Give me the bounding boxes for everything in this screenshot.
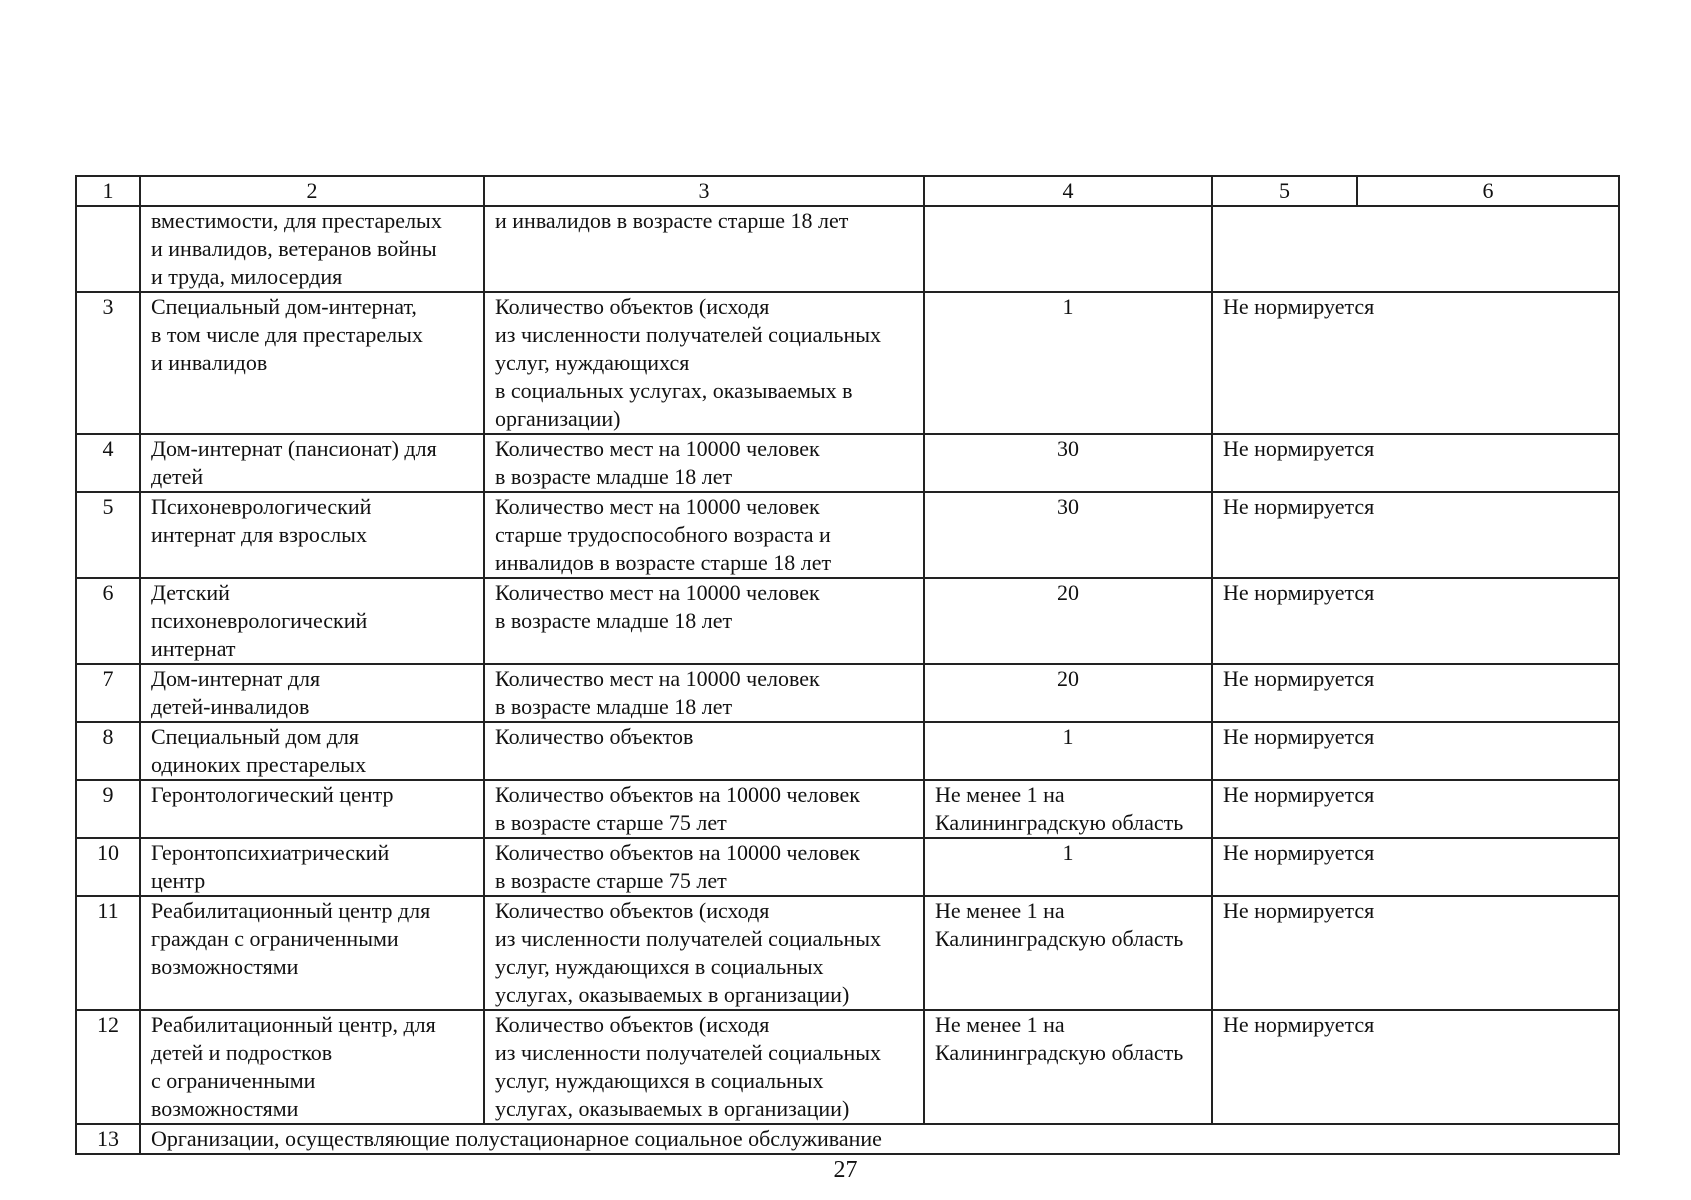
table-row xyxy=(76,292,1619,434)
value-cell: 30 xyxy=(924,434,1212,492)
indicator-cell: Количество мест на 10000 человек в возрасте младше 18 лет xyxy=(484,664,924,722)
norm-cell: Не нормируется xyxy=(1212,780,1619,838)
value-cell: 30 xyxy=(924,492,1212,578)
page-number: 27 xyxy=(833,1157,858,1183)
row-number-cell: 10 xyxy=(76,838,140,896)
norm-cell: Не нормируется xyxy=(1212,1010,1619,1124)
table-row xyxy=(76,896,1619,1010)
row-number-cell: 5 xyxy=(76,492,140,578)
table-row xyxy=(76,838,1619,896)
table-row xyxy=(76,1010,1619,1124)
table-row xyxy=(76,492,1619,578)
indicator-cell: Количество объектов (исходя из численности получателей социальных услуг, нуждающихся в социальных услугах, оказываемых в организации) xyxy=(484,896,924,1010)
norm-cell: Не нормируется xyxy=(1212,664,1619,722)
value-cell: 20 xyxy=(924,578,1212,664)
indicator-cell: Количество объектов (исходя из численности получателей социальных услуг, нуждающихся в социальных услугах, оказываемых в организации) xyxy=(484,292,924,434)
column-number-4: 4 xyxy=(924,176,1212,206)
norm-cell: Не нормируется xyxy=(1212,838,1619,896)
facility-name-cell: Геронтопсихиатрический центр xyxy=(140,838,484,896)
facility-name-cell: Детский психоневрологический интернат xyxy=(140,578,484,664)
value-cell xyxy=(924,206,1212,292)
row-number-cell: 8 xyxy=(76,722,140,780)
indicator-cell: Количество мест на 10000 человек в возрасте младше 18 лет xyxy=(484,578,924,664)
row-number-cell: 12 xyxy=(76,1010,140,1124)
table-row xyxy=(76,664,1619,722)
value-cell: 1 xyxy=(924,722,1212,780)
continuation-row xyxy=(76,206,1619,292)
norm-cell: Не нормируется xyxy=(1212,292,1619,434)
value-cell: 1 xyxy=(924,292,1212,434)
row-number-cell: 13 xyxy=(76,1124,140,1154)
section-title-cell: Организации, осуществляющие полустационарное социальное обслуживание xyxy=(140,1124,1619,1154)
value-cell: Не менее 1 на Калининградскую область xyxy=(924,896,1212,1010)
value-cell: 1 xyxy=(924,838,1212,896)
row-number-cell: 11 xyxy=(76,896,140,1010)
row-number-cell xyxy=(76,206,140,292)
value-cell: Не менее 1 на Калининградскую область xyxy=(924,1010,1212,1124)
row-number-cell: 3 xyxy=(76,292,140,434)
norm-cell xyxy=(1212,206,1619,292)
row-number-cell: 4 xyxy=(76,434,140,492)
row-number-cell: 7 xyxy=(76,664,140,722)
row-number-cell: 6 xyxy=(76,578,140,664)
column-number-3: 3 xyxy=(484,176,924,206)
norms-table xyxy=(75,175,1620,1155)
norm-cell: Не нормируется xyxy=(1212,896,1619,1010)
table-row xyxy=(76,434,1619,492)
table-row xyxy=(76,722,1619,780)
facility-name-cell: Реабилитационный центр, для детей и подростков с ограниченными возможностями xyxy=(140,1010,484,1124)
norm-cell: Не нормируется xyxy=(1212,722,1619,780)
indicator-cell: Количество объектов на 10000 человек в возрасте старше 75 лет xyxy=(484,838,924,896)
facility-name-cell: Психоневрологический интернат для взрослых xyxy=(140,492,484,578)
row-number-cell: 9 xyxy=(76,780,140,838)
column-number-header-row xyxy=(76,176,1619,206)
indicator-cell: Количество мест на 10000 человек старше трудоспособного возраста и инвалидов в возрасте старше 18 лет xyxy=(484,492,924,578)
facility-name-cell: Реабилитационный центр для граждан с ограниченными возможностями xyxy=(140,896,484,1010)
indicator-cell: Количество мест на 10000 человек в возрасте младше 18 лет xyxy=(484,434,924,492)
column-number-6: 6 xyxy=(1357,176,1619,206)
indicator-cell: Количество объектов (исходя из численности получателей социальных услуг, нуждающихся в социальных услугах, оказываемых в организации) xyxy=(484,1010,924,1124)
indicator-cell: Количество объектов xyxy=(484,722,924,780)
table-row xyxy=(76,780,1619,838)
column-number-2: 2 xyxy=(140,176,484,206)
facility-name-cell: Дом-интернат (пансионат) для детей xyxy=(140,434,484,492)
norm-cell: Не нормируется xyxy=(1212,492,1619,578)
facility-name-cell: Специальный дом для одиноких престарелых xyxy=(140,722,484,780)
value-cell: 20 xyxy=(924,664,1212,722)
column-number-5: 5 xyxy=(1212,176,1357,206)
facility-name-cell: Геронтологический центр xyxy=(140,780,484,838)
indicator-cell: и инвалидов в возрасте старше 18 лет xyxy=(484,206,924,292)
indicator-cell: Количество объектов на 10000 человек в возрасте старше 75 лет xyxy=(484,780,924,838)
section-row xyxy=(76,1124,1619,1154)
norm-cell: Не нормируется xyxy=(1212,578,1619,664)
table-row xyxy=(76,578,1619,664)
value-cell: Не менее 1 на Калининградскую область xyxy=(924,780,1212,838)
column-number-1: 1 xyxy=(76,176,140,206)
facility-name-cell: Дом-интернат для детей-инвалидов xyxy=(140,664,484,722)
norm-cell: Не нормируется xyxy=(1212,434,1619,492)
facility-name-cell: Специальный дом-интернат, в том числе для престарелых и инвалидов xyxy=(140,292,484,434)
facility-name-cell: вместимости, для престарелых и инвалидов, ветеранов войны и труда, милосердия xyxy=(140,206,484,292)
